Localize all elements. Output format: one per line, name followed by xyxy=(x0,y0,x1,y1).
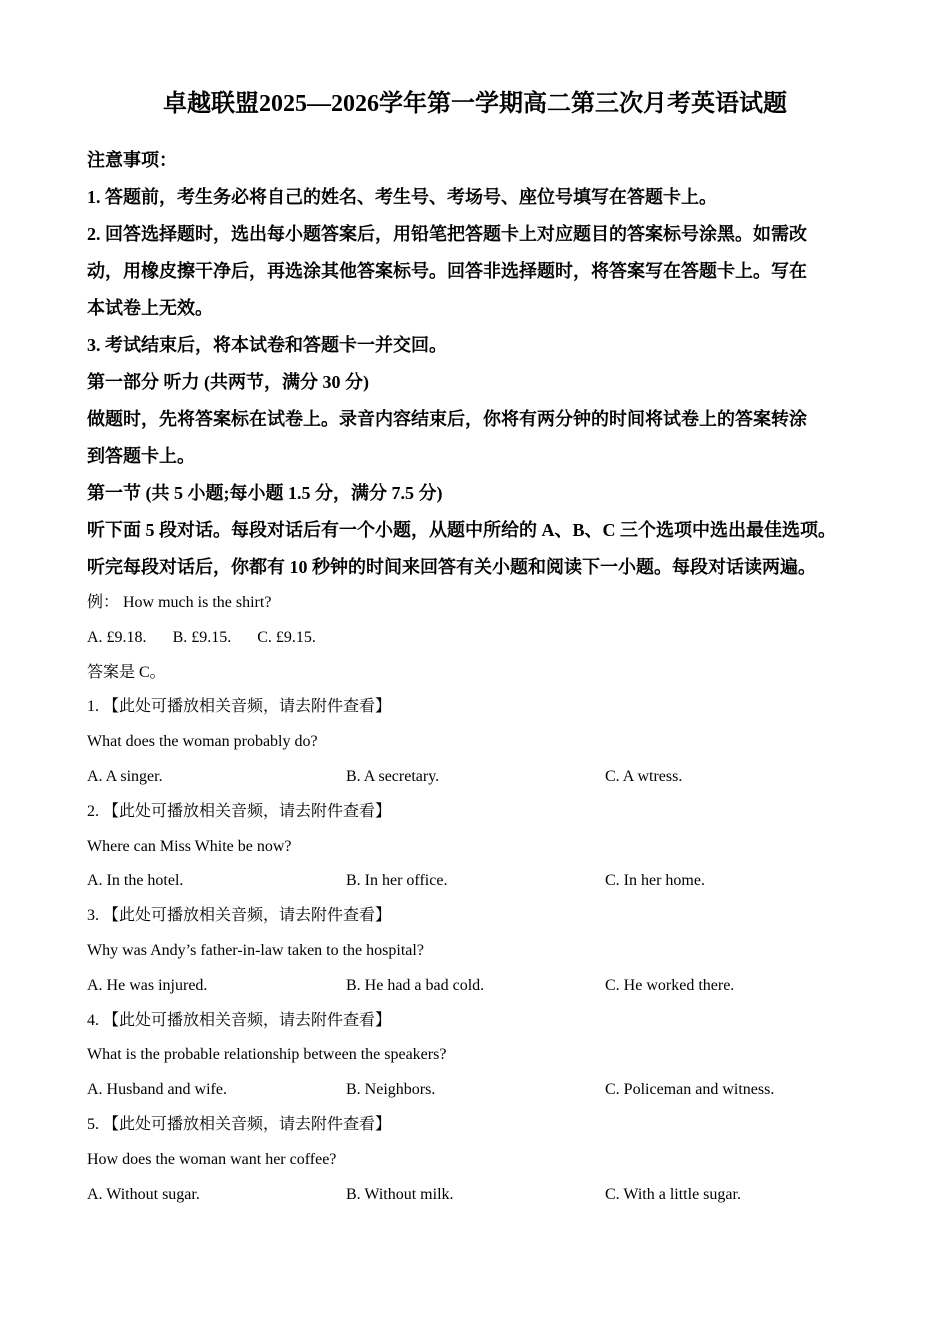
question-3-option-a: A. He was injured. xyxy=(87,976,208,994)
example-answer: 答案是 C。 xyxy=(87,663,166,681)
notice-item-2-line-2: 动，用橡皮擦干净后，再选涂其他答案标号。回答非选择题时，将答案写在答题卡上。写在 xyxy=(87,261,807,281)
part1-instruction-line-2: 到答题卡上。 xyxy=(87,446,195,466)
question-2-audio: 2. 【此处可播放相关音频，请去附件查看】 xyxy=(87,802,392,820)
example-option-a: A. £9.18. xyxy=(87,628,147,646)
question-1-option-b: B. A secretary. xyxy=(346,767,440,785)
question-1-options xyxy=(87,760,887,795)
question-1-option-c: C. A wtress. xyxy=(605,767,683,785)
example-question: 例： How much is the shirt? xyxy=(87,594,272,611)
question-5-option-a: A. Without sugar. xyxy=(87,1185,200,1203)
question-3-option-c: C. He worked there. xyxy=(605,976,735,994)
notice-item-1: 1. 答题前，考生务必将自己的姓名、考生号、考场号、座位号填写在答题卡上。 xyxy=(87,187,717,207)
question-3-options xyxy=(87,969,887,1004)
question-4-option-c: C. Policeman and witness. xyxy=(605,1081,775,1099)
example-options xyxy=(87,621,887,656)
question-4-option-b: B. Neighbors. xyxy=(346,1081,436,1099)
example-option-b: B. £9.15. xyxy=(172,628,232,646)
question-4-audio: 4. 【此处可播放相关音频，请去附件查看】 xyxy=(87,1011,392,1029)
part1-instruction-line-1: 做题时，先将答案标在试卷上。录音内容结束后，你将有两分钟的时间将试卷上的答案转涂 xyxy=(87,409,807,429)
question-2-text: Where can Miss White be now? xyxy=(87,837,292,855)
section1-heading: 第一节 (共 5 小题;每小题 1.5 分，满分 7.5 分) xyxy=(87,483,443,503)
question-5-text: How does the woman want her coffee? xyxy=(87,1150,337,1168)
section1-instruction-line-1: 听下面 5 段对话。每段对话后有一个小题，从题中所给的 A、B、C 三个选项中选出最佳选项。 xyxy=(87,520,836,540)
question-5-options xyxy=(87,1178,887,1213)
question-1-text: What does the woman probably do? xyxy=(87,733,318,751)
question-5-option-b: B. Without milk. xyxy=(346,1185,454,1203)
exam-content xyxy=(87,142,887,1212)
question-3-audio: 3. 【此处可播放相关音频，请去附件查看】 xyxy=(87,907,392,925)
notice-item-2-line-3: 本试卷上无效。 xyxy=(87,298,213,318)
example-option-c: C. £9.15. xyxy=(257,628,316,646)
question-2-option-b: B. In her office. xyxy=(346,872,448,890)
page-title: 卓越联盟2025—2026学年第一学期高二第三次月考英语试题 xyxy=(163,91,787,117)
notice-item-3: 3. 考试结束后，将本试卷和答题卡一并交回。 xyxy=(87,335,447,355)
question-2-options xyxy=(87,864,887,899)
question-2-option-c: C. In her home. xyxy=(605,872,705,890)
question-3-option-b: B. He had a bad cold. xyxy=(346,976,485,994)
question-3-text: Why was Andy’s father-in-law taken to the hospital? xyxy=(87,941,424,959)
question-1-audio: 1. 【此处可播放相关音频，请去附件查看】 xyxy=(87,698,392,716)
question-2-option-a: A. In the hotel. xyxy=(87,872,184,890)
question-1-option-a: A. A singer. xyxy=(87,767,163,785)
notice-heading: 注意事项： xyxy=(87,150,177,170)
part1-heading: 第一部分 听力 (共两节，满分 30 分) xyxy=(87,372,369,392)
section1-instruction-line-2: 听完每段对话后，你都有 10 秒钟的时间来回答有关小题和阅读下一小题。每段对话读两遍。 xyxy=(87,557,816,577)
question-4-text: What is the probable relationship between the speakers? xyxy=(87,1046,447,1064)
question-4-options xyxy=(87,1073,887,1108)
question-5-option-c: C. With a little sugar. xyxy=(605,1185,741,1203)
notice-item-2-line-1: 2. 回答选择题时，选出每小题答案后，用铅笔把答题卡上对应题目的答案标号涂黑。如需改 xyxy=(87,224,807,244)
question-4-option-a: A. Husband and wife. xyxy=(87,1081,227,1099)
question-5-audio: 5. 【此处可播放相关音频，请去附件查看】 xyxy=(87,1115,392,1133)
